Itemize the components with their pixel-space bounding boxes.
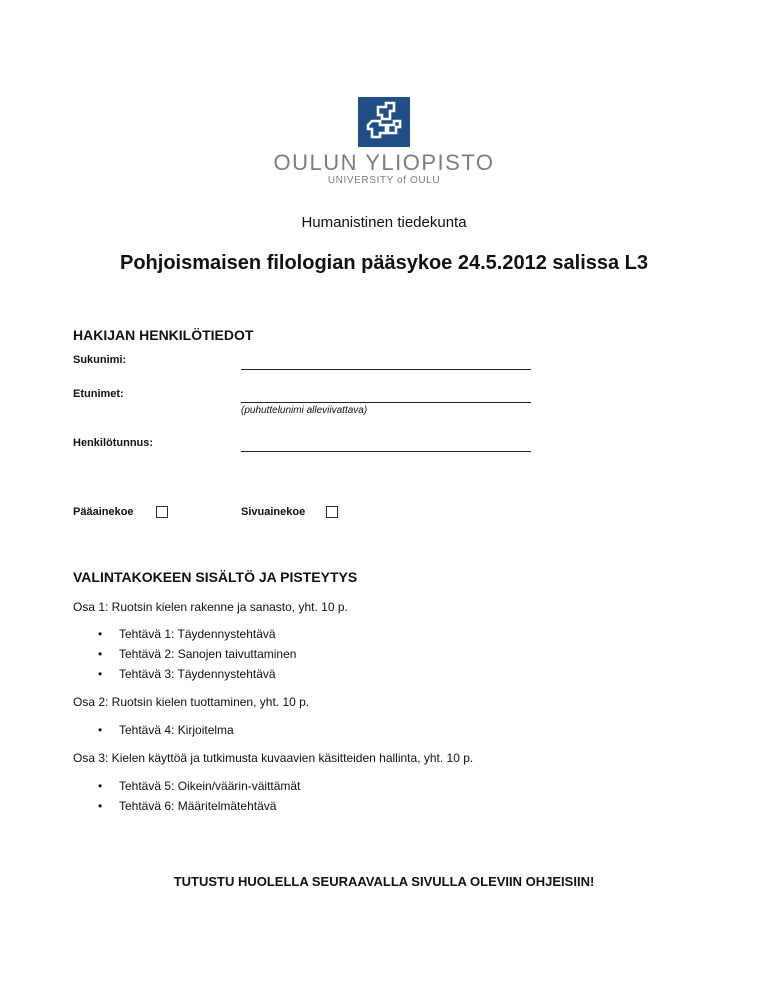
bullet-icon: • bbox=[98, 799, 103, 813]
surname-label: Sukunimi: bbox=[73, 354, 127, 366]
exam-title: Pohjoismaisen filologian pääsykoe 24.5.2012 salissa L3 bbox=[119, 252, 649, 274]
part-2-title: Osa 2: Ruotsin kielen tuottaminen, yht. 10 p. bbox=[73, 695, 310, 709]
task-item: Tehtävä 2: Sanojen taivuttaminen bbox=[119, 647, 297, 661]
bullet-icon: • bbox=[98, 667, 103, 681]
task-item: Tehtävä 3: Täydennystehtävä bbox=[119, 667, 276, 681]
footer-instruction: TUTUSTU HUOLELLA SEURAAVALLA SIVULLA OLEVIIN OHJEISIIN! bbox=[173, 874, 595, 889]
university-logo-emblem bbox=[358, 97, 410, 147]
id-number-label: Henkilötunnus: bbox=[73, 437, 154, 449]
part-1-title: Osa 1: Ruotsin kielen rakenne ja sanasto, yht. 10 p. bbox=[73, 600, 348, 614]
task-item: Tehtävä 1: Täydennystehtävä bbox=[119, 627, 276, 641]
faculty-name: Humanistinen tiedekunta bbox=[301, 214, 467, 231]
firstnames-field[interactable] bbox=[241, 402, 531, 403]
part-3-title: Osa 3: Kielen käyttöä ja tutkimusta kuvaavien käsitteiden hallinta, yht. 10 p. bbox=[73, 751, 474, 765]
bullet-icon: • bbox=[98, 647, 103, 661]
minor-exam-label: Sivuainekoe bbox=[241, 506, 306, 518]
logo-pattern-icon bbox=[358, 97, 410, 147]
id-number-field[interactable] bbox=[241, 451, 531, 452]
firstnames-label: Etunimet: bbox=[73, 388, 124, 400]
bullet-icon: • bbox=[98, 779, 103, 793]
task-item: Tehtävä 5: Oikein/väärin-väittämät bbox=[119, 779, 301, 793]
logo-university-name: OULUN YLIOPISTO bbox=[273, 150, 495, 175]
firstnames-hint: (puhuttelunimi alleviivattava) bbox=[241, 405, 368, 416]
surname-field[interactable] bbox=[241, 369, 531, 370]
bullet-icon: • bbox=[98, 723, 103, 737]
content-heading: VALINTAKOKEEN SISÄLTÖ JA PISTEYTYS bbox=[73, 569, 358, 585]
major-exam-label: Pääainekoe bbox=[73, 506, 134, 518]
task-item: Tehtävä 4: Kirjoitelma bbox=[119, 723, 234, 737]
applicant-info-heading: HAKIJAN HENKILÖTIEDOT bbox=[73, 327, 254, 343]
logo-university-subname: UNIVERSITY of OULU bbox=[327, 175, 441, 186]
major-exam-checkbox[interactable] bbox=[156, 506, 168, 518]
minor-exam-checkbox[interactable] bbox=[326, 506, 338, 518]
task-item: Tehtävä 6: Määritelmätehtävä bbox=[119, 799, 277, 813]
bullet-icon: • bbox=[98, 627, 103, 641]
